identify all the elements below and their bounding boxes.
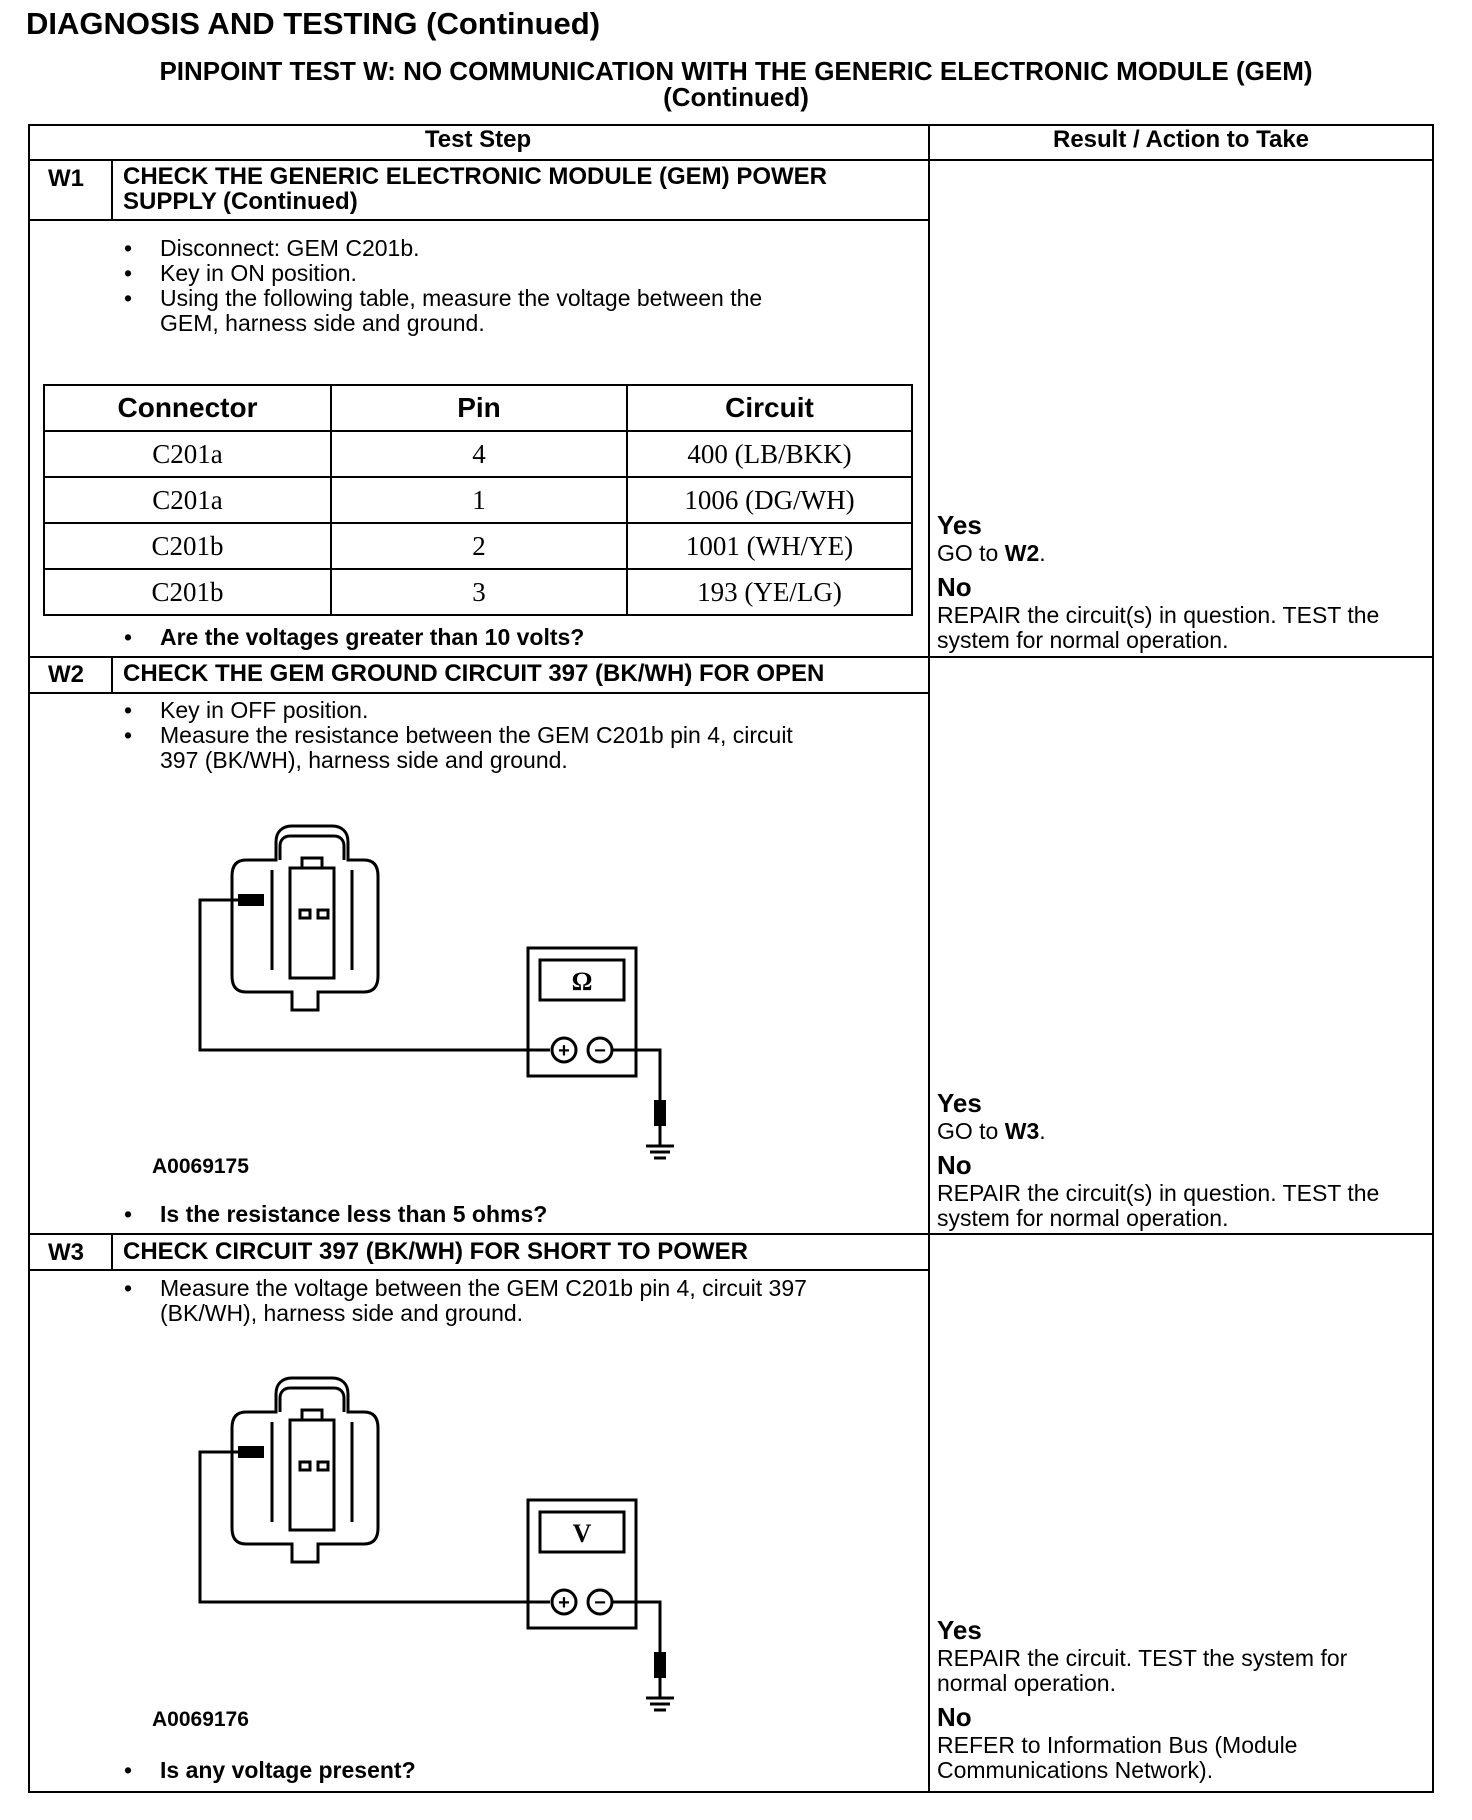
table-cell: 1001 (WH/YE): [627, 523, 912, 569]
table-row: [44, 523, 912, 569]
no-action: REPAIR the circuit(s) in question. TEST the system for normal operation.: [937, 1180, 1380, 1231]
list-item: GEM, harness side and ground.: [160, 310, 485, 336]
svg-text:−: −: [594, 1592, 606, 1614]
result-no: [937, 572, 1417, 653]
ohm-meter-icon: [528, 948, 636, 1076]
list-item: • Measure the voltage between the GEM C201b pin 4, circuit 397: [124, 1275, 807, 1301]
table-header: Circuit: [627, 385, 912, 431]
ohmmeter-test-diagram: [140, 800, 780, 1180]
no-label: No: [937, 572, 972, 602]
meter-symbol: V: [572, 1519, 592, 1548]
w1-id-divider: [111, 159, 113, 219]
no-action: REPAIR the circuit(s) in question. TEST the system for normal operation.: [937, 602, 1380, 653]
step-title-line: CHECK THE GENERIC ELECTRONIC MODULE (GEM) POWER: [123, 163, 828, 190]
step-question: • Is the resistance less than 5 ohms?: [124, 1201, 548, 1227]
column-header-test-step: Test Step: [424, 126, 532, 153]
w2-id-divider: [111, 656, 113, 692]
step-title: CHECK CIRCUIT 397 (BK/WH) FOR SHORT TO POWER: [123, 1238, 748, 1265]
yes-label: Yes: [937, 1615, 982, 1645]
step-id: W1: [48, 165, 84, 192]
table-header-row: [44, 385, 912, 431]
column-header-result: Result / Action to Take: [1052, 126, 1310, 153]
w3-id-divider: [111, 1233, 113, 1269]
step-id: W3: [48, 1239, 84, 1266]
connector-pin-table: [43, 384, 913, 616]
header-row-divider: [28, 159, 1434, 161]
figure-id: A0069175: [152, 1155, 249, 1178]
w1-w2-divider: [28, 656, 1434, 658]
meter-symbol: Ω: [571, 967, 593, 996]
connector-icon: [232, 826, 378, 1010]
yes-label: Yes: [937, 1088, 982, 1118]
table-cell: C201b: [44, 523, 331, 569]
table-cell: 1006 (DG/WH): [627, 477, 912, 523]
list-item: • Using the following table, measure the voltage between the: [124, 285, 763, 311]
step-id: W2: [48, 661, 84, 688]
w1-title-divider: [28, 219, 928, 221]
figure-id: A0069176: [152, 1708, 249, 1731]
table-row: [44, 431, 912, 477]
list-item: • Measure the resistance between the GEM C201b pin 4, circuit: [124, 722, 793, 748]
test-title-line1: PINPOINT TEST W: NO COMMUNICATION WITH THE GENERIC ELECTRONIC MODULE (GEM): [159, 56, 1313, 86]
yes-action: GO to W2.: [937, 540, 1046, 566]
no-label: No: [937, 1150, 972, 1180]
w3-title-divider: [28, 1269, 928, 1271]
list-item: • Disconnect: GEM C201b.: [124, 235, 420, 261]
no-label: No: [937, 1702, 972, 1732]
result-yes: [937, 1615, 1417, 1696]
table-header: Connector: [44, 385, 331, 431]
step-title: [123, 164, 827, 214]
svg-text:−: −: [594, 1040, 606, 1062]
test-lead: [200, 1452, 550, 1602]
yes-action: GO to W3.: [937, 1118, 1046, 1144]
table-cell: 400 (LB/BKK): [627, 431, 912, 477]
table-cell: C201a: [44, 431, 331, 477]
table-cell: 193 (YE/LG): [627, 569, 912, 615]
step-instructions: [124, 1275, 807, 1326]
yes-label: Yes: [937, 510, 982, 540]
page-title: DIAGNOSIS AND TESTING (Continued): [26, 6, 601, 41]
result-yes: [937, 510, 1417, 566]
table-row: [44, 477, 912, 523]
yes-action: REPAIR the circuit. TEST the system for normal operation.: [937, 1645, 1348, 1696]
list-item: • Key in ON position.: [124, 260, 357, 286]
list-item: (BK/WH), harness side and ground.: [160, 1300, 524, 1326]
table-cell: C201b: [44, 569, 331, 615]
volt-meter-icon: [528, 1500, 636, 1628]
table-row: [44, 569, 912, 615]
ground-icon: [646, 1100, 674, 1158]
connector-icon: [232, 1378, 378, 1562]
table-cell: 3: [331, 569, 627, 615]
step-instructions: [124, 697, 793, 773]
step-title-line: SUPPLY (Continued): [123, 188, 358, 215]
ground-icon: [646, 1652, 674, 1710]
step-question: • Is any voltage present?: [124, 1757, 416, 1783]
test-title-line2: (Continued): [663, 82, 809, 112]
table-header: Pin: [331, 385, 627, 431]
w2-w3-divider: [28, 1233, 1434, 1235]
list-item: • Key in OFF position.: [124, 697, 369, 723]
result-no: [937, 1702, 1417, 1783]
step-title: CHECK THE GEM GROUND CIRCUIT 397 (BK/WH) FOR OPEN: [123, 660, 825, 687]
table-cell: 4: [331, 431, 627, 477]
test-lead: [200, 900, 550, 1050]
w2-title-divider: [28, 692, 928, 694]
column-divider: [928, 124, 930, 1793]
no-action: REFER to Information Bus (Module Communications Network).: [937, 1732, 1298, 1783]
svg-text:+: +: [558, 1592, 570, 1614]
result-yes: [937, 1088, 1417, 1144]
pinpoint-test-title: [0, 58, 1472, 110]
table-cell: C201a: [44, 477, 331, 523]
result-no: [937, 1150, 1417, 1231]
voltmeter-test-diagram: [140, 1352, 780, 1732]
step-instructions: [124, 235, 763, 336]
table-cell: 1: [331, 477, 627, 523]
table-cell: 2: [331, 523, 627, 569]
list-item: 397 (BK/WH), harness side and ground.: [160, 747, 568, 773]
step-question: • Are the voltages greater than 10 volts?: [124, 624, 585, 650]
svg-text:+: +: [558, 1040, 570, 1062]
